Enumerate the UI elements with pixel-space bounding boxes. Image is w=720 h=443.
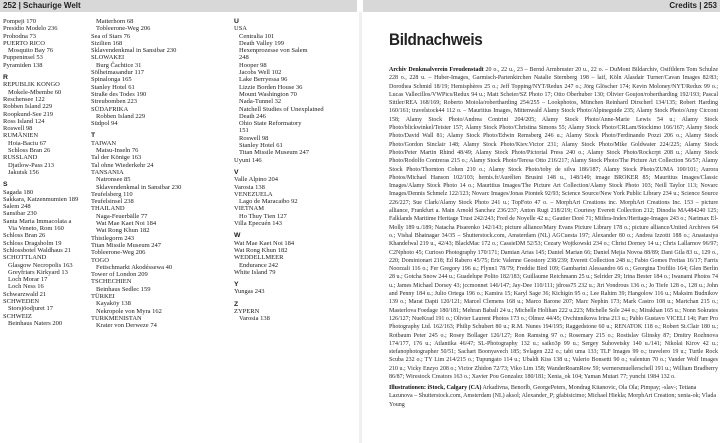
- index-entry: Fetischmarkt Akodéssewa 40: [96, 263, 173, 271]
- index-column-3: [234, 18, 354, 323]
- index-entry: Schlossbotel Waldhaus 21: [3, 246, 71, 254]
- index-entry: Glasgow Necropolis 163: [8, 261, 73, 269]
- index-entry: Tobleerone-Weg 206: [91, 249, 146, 257]
- index-entry: Ross Island 124: [3, 117, 45, 125]
- index-entry: SCHOTTLAND: [3, 254, 47, 262]
- index-entry: REPUBLIK KONGO: [3, 81, 60, 89]
- index-entry: Hexenprozesse von Salem: [239, 47, 308, 55]
- index-entry: Greyfriars Kirkyard 13: [8, 268, 68, 276]
- page-gutter: [359, 12, 362, 443]
- index-entry: Stanley Hotel 61: [239, 142, 283, 150]
- index-entry: TAIWAN: [91, 139, 117, 147]
- index-entry: Valle Alpino 204: [234, 176, 279, 184]
- index-entry: Lake Berryessa 96: [239, 76, 288, 84]
- credits-title: Bildnachweis: [389, 30, 483, 49]
- index-entry: Ho Thuy Tien 127: [239, 212, 287, 220]
- index-entry: Wat Rong Khun 182: [234, 246, 288, 254]
- index-entry: SLOWAKEI: [91, 54, 125, 62]
- index-entry: Lizzie Borden House 36: [239, 83, 303, 91]
- index-entry: Naga-Feuerbälle 77: [96, 212, 148, 220]
- index-entry: THAILAND: [91, 205, 125, 213]
- illustrations-credits: [389, 384, 718, 409]
- index-entry: Roswell 98: [3, 125, 33, 133]
- index-entry: TSCHECHIEN: [91, 278, 132, 286]
- illustrations-text: Arkadivna, Benorlb, GeorgePeters, Mondrag Kitanovic, Ola Ola; Pimpay; -slav-; Tetiana Lazunova – Shutterstock.com, Amsterdam (NL) aksol; Alexander_P; gfabisicimo; Michael Hiekla; MorphArt Creation; xenia-ok; Vlada Young: [389, 385, 716, 408]
- index-entry: Teufelsinsel 238: [91, 198, 134, 206]
- index-letter-heading: Y: [234, 281, 239, 289]
- index-entry: Tobleerone-Weg 206: [96, 25, 151, 33]
- index-entry: SÜDAFRIKA: [91, 105, 129, 113]
- index-entry: Straße des Todes 190: [91, 90, 147, 98]
- index-entry: Jakutsk 156: [8, 168, 39, 176]
- index-letter-heading: V: [234, 168, 239, 176]
- index-letter-heading: U: [234, 18, 239, 25]
- index-entry: Loch Ness 16: [8, 283, 44, 291]
- index-entry: Spinalonga 165: [91, 76, 132, 84]
- credits-paragraph-text: 20 o., 22 u., 23 – Bernd Armbruster 20 u., 22 o. – DuMont Bildarchiv, Ostfildern Tom Schulze 228 o., 228 u. – Huber-Images, Garmisch-Partenkirchen Natalie Sternberg 198 – laif, Köln Alasdair Turner/Cavan Images 82/83; Dorothea Schmid 18/19; Hemisphères 25 o.; Jeff Topping/NYT/Redux 247 o.; Jörg Glöscher 174; Kevin Moloney/NYT/Redux 99 o.; Lucas Vallecillos/VWPics/Redux 94 u.; Matt Scheier/SZ Photo 17; Otto Oberhuber 130; Olivier Goujon/robertharding 192/193; Pascal Sittler/REA 168/169; Roberto Moiola/robertharding 254/255 – Lookphotos, München Reinhard Dirscherl 134/135; Robert Harding 160/161; travelstock44 112 o. – Mauritius Images, Mittenwald Alamy Stock Photo/Alpineguide 235; Alamy Stock Photo/Amy Cicconi 158; Alamy Stock Photo/Andrea Contrini 204/205; Alamy Stock Photo/Anne-Marie Lewis 54 u.; Alamy Stock Photo/blickwinkel/Teister 157; Alamy Stock Photo/Christina Simons 55; Alamy Stock Photo/CRLam/Stockimo 166/167; Alamy Stock Photo/David Wall 81; Alamy Stock Photo/Edwin Remsberg 246 u.; Alamy Stock Photo/Ferdinando Pozzi 206 o.; Alamy Stock Photo/Gordon Sinclair 148; Alamy Stock Photo/Kiev.Victor 231; Alamy Stock Photo/Mike Goldwater 224/225; Alamy Stock Photo/Peter Martin Rhind 48/49; Alamy Stock Photo/Pictorial Press 240 o.; Alamy Stock Photo/Rockcrpt 208 u.; Alamy Stock Photo/Rodolfo Contreras 215 o.; Alamy Stock Photo/Teresa Otto 216/217; Alamy Stock Photo/The Picture Art Collection 56/57; Alamy Stock Photo/Thornton Cohen 210 o.; Alamy Stock Photo/toby de silva 186/187; Alamy Stock Photo/ZUMA 100/101; Aurora Photos/Michael Hanson 102/103; hemis.fr/Aurélien Brusini 148 u., 148/149; image BROKER 85; Mauritius Images/Classic Images/Alamy Stock Photo 14 o.; Mauritius Images/The Picture Art Collection/Alamy Stock Photo 103; Neill Taylor 113; Novarc Images/Dennis Schmelz 122/123; Novarc Images/Jonas Piontek 92/93; Science Source/New York Public Library 234 u.; Science Source 226/227; Sue Clark/Alamy Stock Photo 241 u.; TopFoto 47 o. – MorphArt Creations inc. MorphArt Creations Inc. 153 – picture alliance, Frankfurt a. Main Arnold Sanchez 236/237; Anton Rugi 218/219; Courtesy Everett Collection 212; Dinodia MA484240 125; Falklands Maritime Heritage Trust 242/243; Fred de Noyelle 42 u.; Gautier Doré 71; Mithra-Index/Heritage-Images 243 o.; Narimax El-Molly 189 u./189; Natacha Pisarenko 142/143; picture alliance/Mary Evans Picture Library 178 o.; picture alliance/United Archives 64 o.; Vishal Bhatnagar 34/35 – Shutterstock.com, Amsterdam (NL) AGCuesta 197; Alexander 80 o.; Andrea Izzotti 188 o.; Anastasiya Khandelwal 219 u., 42/43; BlackMac 172 o.; CassieDM 52/53; Cezary Wojtkowski 234 o.; Christ Dorney 14 u.; Chris Lallarnov 96/97; C2Nphoto 45; Curioso Photography 170/171; Damian Arias 145; Daniel Marian 66; Daniel Mejia Novoa 88/89; Dani Gila 83 u., 129 o., 220; Dominionart 218; Ed Rabero 45/75; Eric Valenne Geostory 238/239; Everett Collection 248 u.; Fabio Gomes Freitas 16/17; Farris Noorzali 116 o.; Fer Gregory 196 u.; Flynn1 78/79; Freddie Bird 109; Gambarini Alessandro 66 o.; Georgina Trofilio 164; Glen Berlin 28 u.; Gotcha Snow 244 u.; Guadelupe Polito 182/183; Guillaume Reichmann 25 u.; Selrider 29; Irina Bester 184 o.; Iwanami Photos 74 u.; James Michael Dorsey 43; jccmonnet 146/147; Jay-Dee 110/111; jdross75 232 u.; Jiri Vondrous 136 o.; Jo Tiefe 128 o., 128 u.; John and Penny 184 u.; Julio Ortega 196 o.; Kamira 15; Karyl Sage 36; Kichigin 95 o.; Lee Rahim 39; Hangolow 116 u.; Maksim Budnikov 139 o.; Marat Dapti 120/121; Marcel Clemens 168 u.; Marco Barone 207; Marc Nephin 173; Mark Castro 108 u.; Martchan 215 o.; Masterlova Foedage 180/181; Mehran Babali 24 u.; Michelle Holihan 222 u.223; Michelle Sole 244 o.; Mirakhan 165 u.; Nonn Sokrates 126/127; NueKrad 191 o.; Olivier Laurent Photos 173 o.; Olmez 44/45; Ovchinnikova Irina 213 u.; Pablo Gustavo VICELI 14i; Parr Pro Photography Ltd. 162/163; Philip Schubert 80 u.; R.M. Nunes 194/195; Raggedstone 60 u.; RENATOK 118 o.; Robert St.Clair 180 u.; Rotbaum Peter 245 o.; Rosey Bollager 126/127; Ron Ramsing 97 o.; Rosemary 215 o.; Rostislav Glinsky 87; Dmitry Rozhnova 174/177, 176 u.; Atlantika 46/47; SL-Photography 132 u.; saiko3p 99 u.; Sergey Suhovetsky 140 u./141; Nikolai Kirov 42 u.; stefanophotographer 50/51; Sachart Boonyavech 185; Svlagen 222 o.; tabi uma 133; TLF Images 99 o.; travelero 19 u.; Turtle Rock Scuba 232 o.; TY Lim 214/215 o.; Tupungato 114 u.; Ubaldi Kiss 138 u.; Valerio Bonsetti 90 o.; valentun 70 o.; Vander Wolf Images 210 u.; Vicky Enzyo 208 o.; Victor Zhidon 72/73; Viko Lim 158; WanderRoamRow 59; wernersmuellerschell 191 u.; William Bradberry 86/87; Wirestock Creators 163 o.; Xavier Pou Gonzalez 180/181; Xenia_ok 104; Yaman Mutari 77; yunchi 1984 132 o.: [389, 67, 719, 380]
- index-entry: Roswell 98: [239, 134, 269, 142]
- index-entry: Uyuni 146: [234, 156, 262, 164]
- index-entry: Wat Rong Khun 182: [96, 227, 150, 235]
- index-entry: WEDDELLMEER: [234, 254, 284, 262]
- index-entry: Krater von Derweze 74: [96, 322, 157, 330]
- index-entry: Hoia-Baciu 67: [8, 139, 47, 147]
- page-header-left: 252 | Schaurige Welt: [0, 0, 357, 12]
- index-entry: Sölheimasandur 117: [91, 69, 145, 77]
- index-entry: Sklavendenkmal in Sansibar 230: [96, 183, 182, 191]
- index-entry: Schwarzwald 21: [3, 290, 47, 298]
- index-entry: Sakkara, Katzenmumien 189: [3, 195, 79, 203]
- index-entry: Wat Mae Kaet Noi 184: [96, 220, 157, 228]
- index-entry: Matsu-Inseln 76: [96, 147, 139, 155]
- index-entry: Nada-Tunnel 32: [239, 98, 282, 106]
- index-entry: Jacobs Well 102: [239, 69, 282, 77]
- index-letter-heading: T: [91, 132, 96, 140]
- index-entry: Robben Island 229: [96, 112, 146, 120]
- index-entry: VENEZUELA: [234, 190, 273, 198]
- index-entry: Roopkund-See 219: [3, 110, 54, 118]
- index-entry: SCHWEIZ: [3, 312, 32, 320]
- index-entry: 248: [239, 54, 249, 62]
- index-entry: Ohio State Reformatory: [239, 120, 302, 128]
- index-entry: Centralia 101: [239, 32, 275, 40]
- index-letter-heading: R: [3, 74, 8, 82]
- index-entry: Djatlow-Pass 213: [8, 161, 55, 169]
- index-entry: Sansibar 230: [3, 210, 37, 218]
- index-entry: Titan Missile Museum 247: [239, 149, 310, 157]
- index-entry: Varosia 138: [239, 315, 270, 323]
- index-entry: Nekropole von Myra 162: [96, 307, 162, 315]
- index-entry: Tower of London 209: [91, 271, 148, 279]
- index-entry: Pompeji 170: [3, 18, 37, 25]
- index-entry: Puppeninsel 53: [3, 54, 43, 62]
- index-entry: TOGO: [91, 256, 109, 264]
- index-entry: SCHWEDEN: [3, 297, 40, 305]
- credits-body: [389, 66, 719, 380]
- index-entry: Storsjöodjuret 17: [8, 305, 53, 313]
- index-entry: 151: [239, 127, 249, 135]
- index-entry: White Island 79: [234, 268, 276, 276]
- index-entry: Thistlegorm 243: [91, 234, 135, 242]
- index-entry: Streubomben 223: [91, 98, 138, 106]
- index-entry: Death 246: [239, 112, 266, 120]
- index-entry: Pyramiden 138: [3, 61, 43, 69]
- index-entry: Stanley Hotel 61: [91, 83, 135, 91]
- index-entry: Schloss Bran 26: [8, 147, 51, 155]
- index-entry: Sagada 180: [3, 188, 34, 196]
- index-column-1: [3, 18, 88, 327]
- index-letter-heading: S: [3, 181, 8, 189]
- index-entry: Schloss Bran 26: [3, 232, 46, 240]
- index-entry: PUERTO RICO: [3, 39, 45, 47]
- illustrations-lead: Illustrationen: iStock, Calgary (CA): [389, 385, 482, 391]
- index-entry: Titan Missile Museum 247: [91, 241, 162, 249]
- index-entry: Loch Morar 17: [8, 276, 48, 284]
- index-entry: Prohodna 73: [3, 32, 37, 40]
- index-entry: Tal der Könige 163: [91, 154, 142, 162]
- index-entry: Schloss Dragsholm 19: [3, 239, 62, 247]
- index-entry: Robben Island 229: [3, 103, 53, 111]
- index-entry: Wat Mae Kaet Noi 184: [234, 239, 295, 247]
- index-entry: Death Valley 199: [239, 39, 285, 47]
- index-entry: Varosia 138: [234, 183, 265, 191]
- index-entry: Beinhaus Naters 200: [8, 319, 63, 327]
- page-header-right: Credits | 253: [363, 0, 720, 12]
- index-entry: Mosquito Bay 76: [8, 47, 54, 55]
- index-entry: Yungas 243: [234, 288, 265, 296]
- index-entry: RUMÄNIEN: [3, 132, 39, 140]
- index-entry: Tal ohne Wiederkehr 24: [91, 161, 154, 169]
- index-entry: Burg Čachtice 31: [96, 61, 142, 69]
- index-entry: Kayaköy 138: [96, 300, 131, 308]
- index-letter-heading: Z: [234, 300, 239, 308]
- index-entry: Sklavendenkmal in Sansibar 230: [91, 47, 177, 55]
- index-entry: Natchell Studies of Unexplained: [239, 105, 324, 113]
- index-entry: TURKMENISTAN: [91, 314, 142, 322]
- index-entry: Salem 248: [3, 203, 31, 211]
- index-entry: Reschensee 122: [3, 95, 45, 103]
- index-entry: USA: [234, 25, 248, 33]
- index-entry: ZYPERN: [234, 307, 260, 315]
- index-entry: TANSANIA: [91, 168, 124, 176]
- index-entry: Sea of Stars 76: [91, 32, 131, 40]
- index-entry: Santa Maria Immacolata a: [3, 217, 72, 225]
- index-entry: Hooper 98: [239, 61, 267, 69]
- index-entry: RUSSLAND: [3, 154, 38, 162]
- index-entry: Villa Epecuén 143: [234, 220, 282, 228]
- index-entry: Südpol 94: [91, 120, 118, 128]
- index-entry: Mokele-Mbembe 60: [8, 88, 62, 96]
- index-entry: Mount Washington 70: [239, 90, 297, 98]
- index-entry: Endurance 242: [239, 261, 279, 269]
- index-entry: TÜRKEI: [91, 292, 115, 300]
- index-entry: Natronsee 85: [96, 176, 131, 184]
- index-entry: Sizilien 168: [91, 39, 123, 47]
- index-entry: Via Veneto, Rom 160: [8, 225, 64, 233]
- index-letter-heading: W: [234, 232, 241, 240]
- index-entry: Lago de Maracaibo 92: [239, 198, 298, 206]
- index-entry: VIETNAM: [234, 205, 264, 213]
- index-entry: Beinhaus Sedlec 159: [96, 285, 151, 293]
- index-entry: Presidio Modelo 236: [3, 25, 58, 33]
- index-column-2: [91, 18, 182, 330]
- credits-paragraph-lead: Archiv Denkmalverein Freudenstadt: [389, 67, 484, 73]
- index-entry: Teufelsberg 110: [91, 190, 133, 198]
- index-entry: Matterhorn 68: [96, 18, 134, 25]
